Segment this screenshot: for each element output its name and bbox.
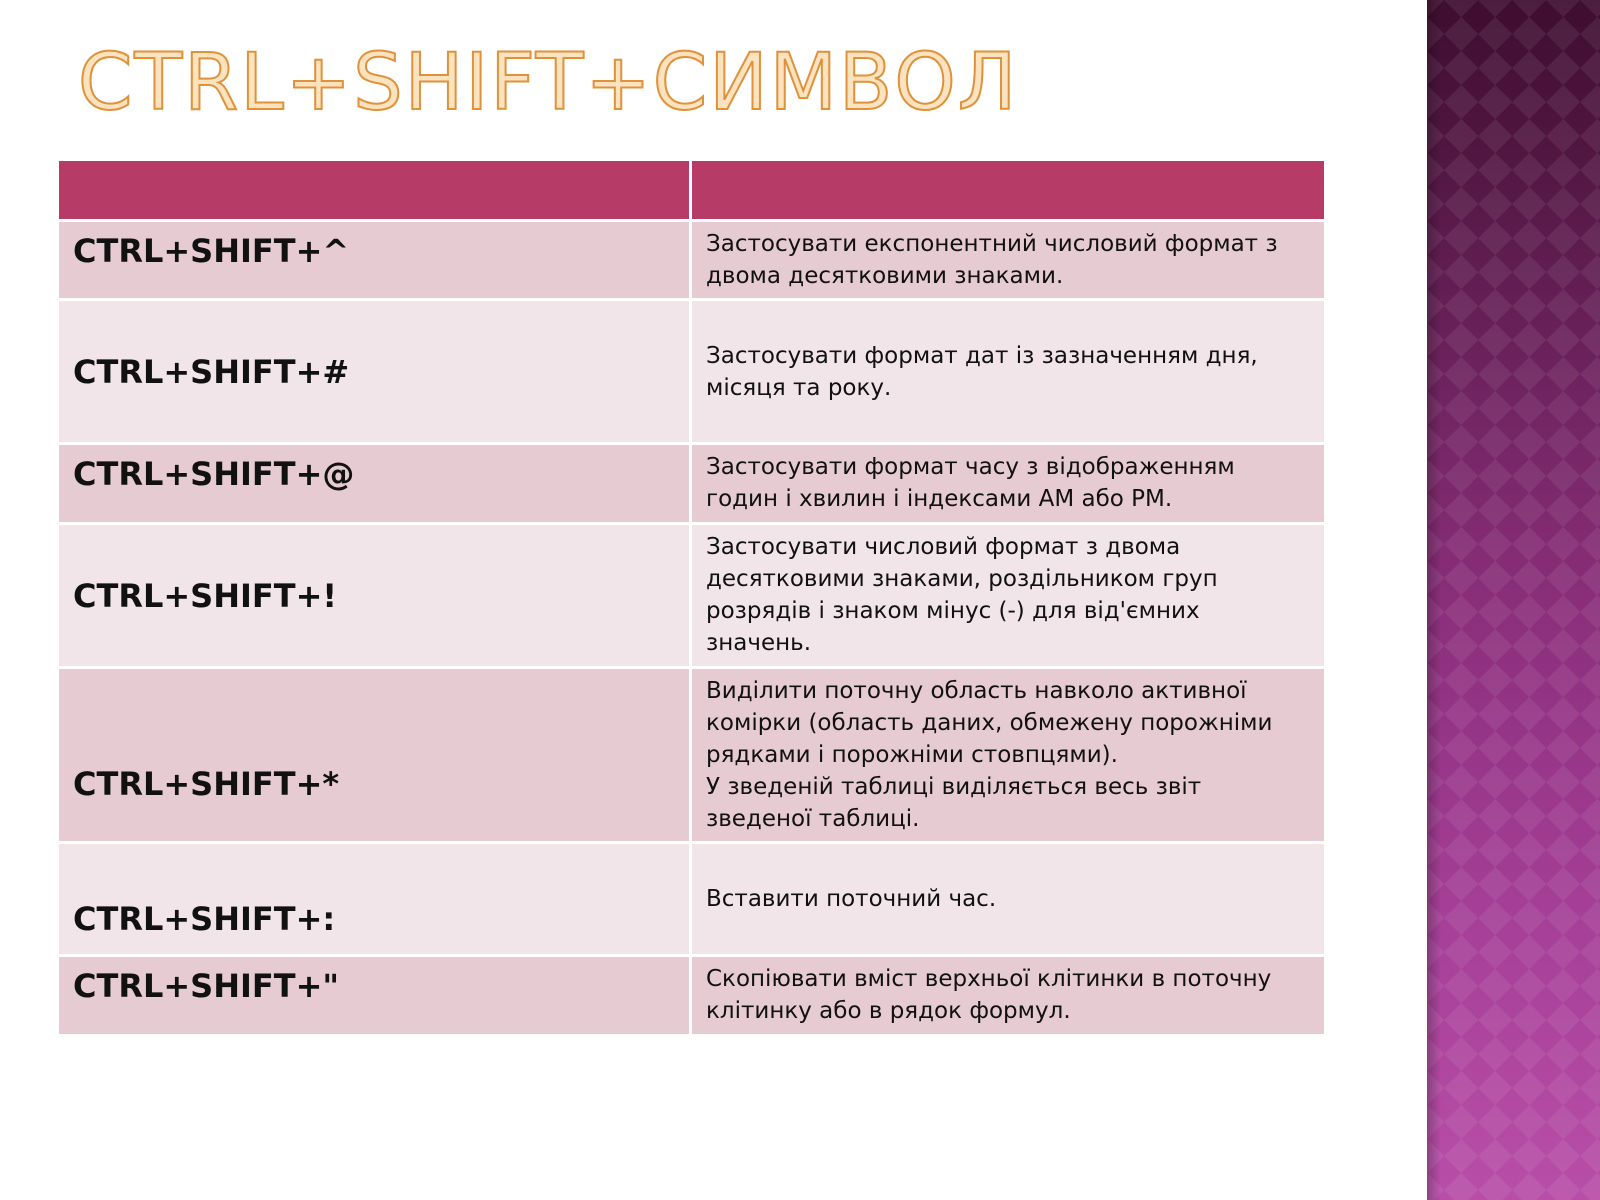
shortcut-key: CTRL+SHIFT+@	[58, 444, 691, 524]
shortcut-description: Застосувати числовий формат з двома десятковими знаками, роздільником груп розрядів і знаком мінус (-) для від'ємних значень.	[691, 524, 1326, 668]
slide-title: CTRL+SHIFT+СИМВОЛ	[78, 38, 1019, 128]
description-line: Виділити поточну область навколо активної комірки (область даних, обмежену порожніми рядками і порожніми стовпцями).	[706, 678, 1273, 768]
description-line: У зведеній таблиці виділяється весь звіт зведеної таблиці.	[706, 774, 1202, 832]
table-row	[58, 524, 1326, 668]
shortcut-key: CTRL+SHIFT+!	[58, 524, 691, 668]
header-cell-shortcut	[58, 160, 691, 221]
shortcut-table	[56, 158, 1324, 1037]
shortcut-description: Застосувати формат часу з відображенням годин і хвилин і індексами AM або PM.	[691, 444, 1326, 524]
table-header-row	[58, 160, 1326, 221]
shortcut-key: CTRL+SHIFT+*	[58, 668, 691, 843]
shortcut-description: Вставити поточний час.	[691, 843, 1326, 956]
shortcut-key: CTRL+SHIFT+#	[58, 300, 691, 444]
header-cell-description	[691, 160, 1326, 221]
decorative-side-band	[1427, 0, 1600, 1200]
table-row	[58, 668, 1326, 843]
shortcut-key: CTRL+SHIFT+:	[58, 843, 691, 956]
shortcut-description: Застосувати експонентний числовий формат з двома десятковими знаками.	[691, 221, 1326, 300]
shortcut-description: Застосувати формат дат із зазначенням дня, місяця та року.	[691, 300, 1326, 444]
table-row	[58, 843, 1326, 956]
table-row	[58, 300, 1326, 444]
table-row	[58, 444, 1326, 524]
table-row	[58, 956, 1326, 1036]
table-row	[58, 221, 1326, 300]
shortcut-description: Скопіювати вміст верхньої клітинки в поточну клітинку або в рядок формул.	[691, 956, 1326, 1036]
shortcut-description	[691, 668, 1326, 843]
shortcut-key: CTRL+SHIFT+^	[58, 221, 691, 300]
shortcut-key: CTRL+SHIFT+"	[58, 956, 691, 1036]
